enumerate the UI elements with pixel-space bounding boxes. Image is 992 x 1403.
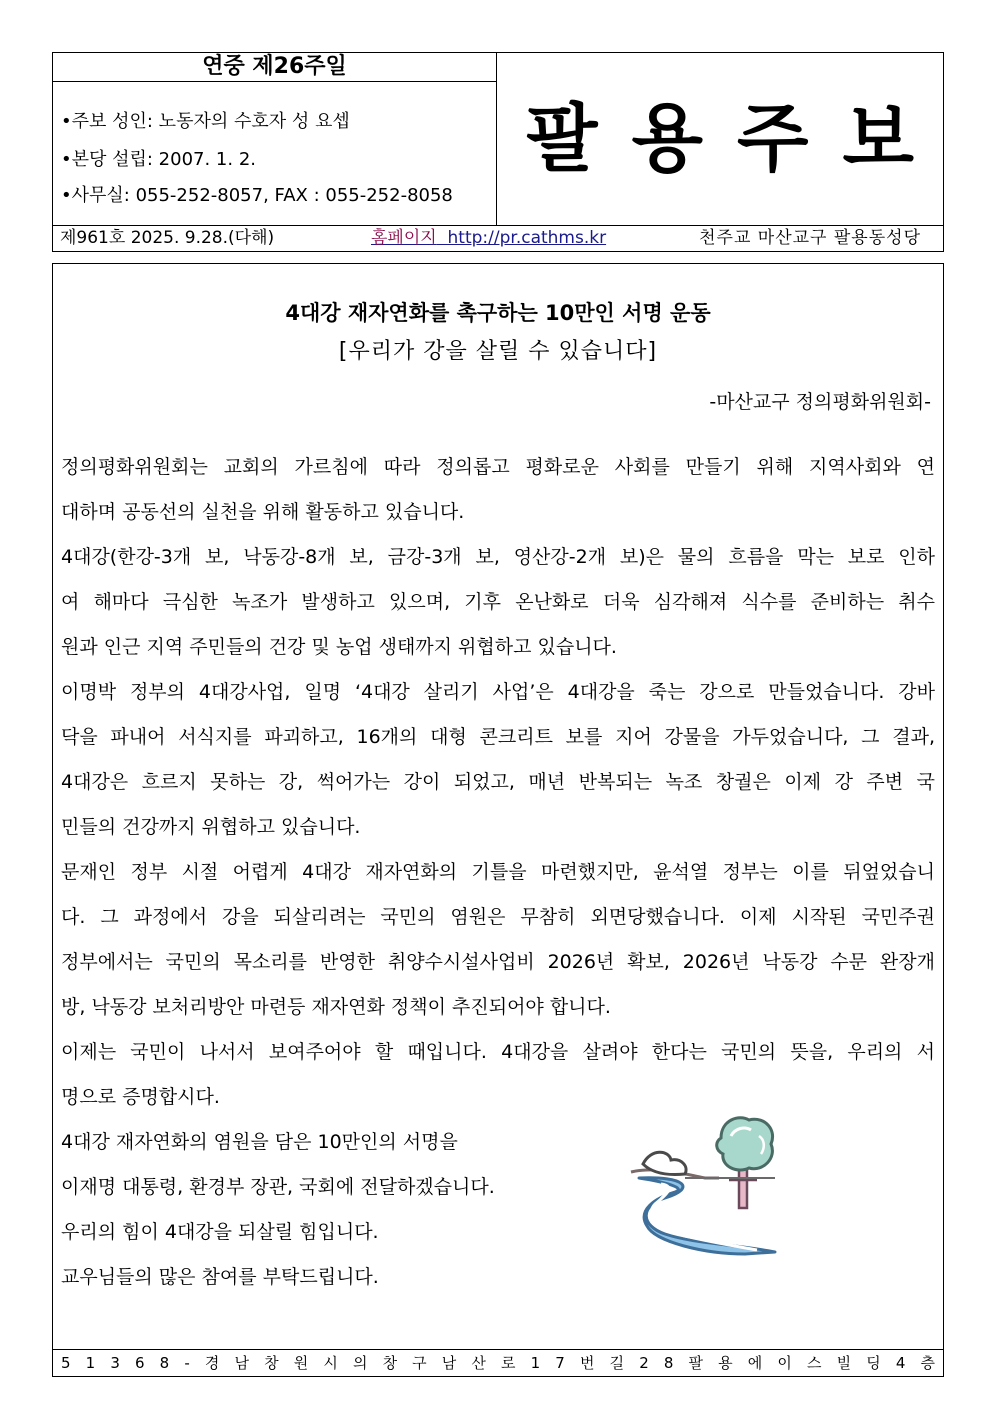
article-author: -마산교구 정의평화위원회- xyxy=(709,391,931,413)
body-line: 민들의 건강까지 위협하고 있습니다. xyxy=(61,816,361,838)
office-contact: •사무실: 055-252-8057, FAX : 055-252-8058 xyxy=(61,185,453,206)
body-line: 이재명 대통령, 환경부 장관, 국회에 전달하겠습니다. xyxy=(61,1176,495,1198)
header-issue-bar xyxy=(53,225,943,251)
body-line: 문재인 정부 시절 어렵게 4대강 재자연화의 기틀을 마련했지만, 윤석열 정부는 이를 뒤엎었습니 xyxy=(61,861,935,883)
body-line: 대하며 공동선의 실천을 위해 활동하고 있습니다. xyxy=(61,501,465,523)
bulletin-title: 팔용주보 xyxy=(526,96,948,182)
body-line: 방, 낙동강 보처리방안 마련등 재자연화 정책이 추진되어야 합니다. xyxy=(61,996,611,1018)
body-line: 교우님들의 많은 참여를 부탁드립니다. xyxy=(61,1266,379,1288)
body-line: 정의평화위원회는 교회의 가르침에 따라 정의롭고 평화로운 사회를 만들기 위해 지역사회와 연 xyxy=(61,456,935,478)
body-line: 명으로 증명합시다. xyxy=(61,1086,220,1108)
article-box xyxy=(52,263,944,1377)
church-name: 천주교 마산교구 팔용동성당 xyxy=(699,228,921,248)
homepage-label: 홈페이지 xyxy=(371,228,437,248)
header-info-panel xyxy=(53,53,497,225)
body-line: 4대강은 흐르지 못하는 강, 썩어가는 강이 되었고, 매년 반복되는 녹조 창궐은 이제 강 주변 국 xyxy=(61,771,935,793)
body-line: 이제는 국민이 나서서 보여주어야 할 때입니다. 4대강을 살려야 한다는 국민의 뜻을, 우리의 서 xyxy=(61,1041,935,1063)
body-line: 다. 그 과정에서 강을 되살리려는 국민의 염원은 무참히 외면당했습니다. 이제 시작된 국민주권 xyxy=(61,906,935,928)
body-line: 닥을 파내어 서식지를 파괴하고, 16개의 대형 콘크리트 보를 지어 강물을 가두었습니다, 그 결과, xyxy=(61,726,935,748)
bulletin-header xyxy=(52,52,948,252)
homepage-link[interactable] xyxy=(371,226,606,251)
body-line: 4대강 재자연화의 염원을 담은 10만인의 서명을 xyxy=(61,1131,458,1153)
body-line: 원과 인근 지역 주민들의 건강 및 농업 생태까지 위협하고 있습니다. xyxy=(61,636,617,658)
patron-saint: •주보 성인: 노동자의 수호자 성 요셉 xyxy=(61,111,350,132)
homepage-url: http://pr.cathms.kr xyxy=(447,228,607,248)
river-tree-icon xyxy=(625,1114,835,1264)
body-line: 4대강(한강-3개 보, 낙동강-8개 보, 금강-3개 보, 영산강-2개 보)은 물의 흐름을 막는 보로 인하 xyxy=(61,546,935,568)
issue-number: 제961호 2025. 9.28.(다해) xyxy=(60,228,275,248)
article-title: 4대강 재자연화를 촉구하는 10만인 서명 운동 xyxy=(285,301,711,325)
bulletin-title-box xyxy=(497,53,948,225)
body-line: 이명박 정부의 4대강사업, 일명 ‘4대강 살리기 사업’은 4대강을 죽는 강으로 만들었습니다. 강바 xyxy=(61,681,935,703)
liturgical-week: 연중 제26주일 xyxy=(53,53,496,82)
body-line: 여 해마다 극심한 녹조가 발생하고 있으며, 기후 온난화로 더욱 심각해져 식수를 준비하는 취수 xyxy=(61,591,935,613)
parish-founded: •본당 설립: 2007. 1. 2. xyxy=(61,149,256,170)
address-footer: 5 1 3 6 8 - 경 남 창 원 시 의 창 구 남 산 로 1 7 번 길 2 8 팔 용 에 이 스 빌 딩 4 층 xyxy=(53,1349,943,1376)
article-subtitle: [우리가 강을 살릴 수 있습니다] xyxy=(338,339,658,364)
body-line: 정부에서는 국민의 목소리를 반영한 취양수시설사업비 2026년 확보, 2026년 낙동강 수문 완장개 xyxy=(61,951,935,973)
body-line: 우리의 힘이 4대강을 되살릴 힘입니다. xyxy=(61,1221,379,1243)
